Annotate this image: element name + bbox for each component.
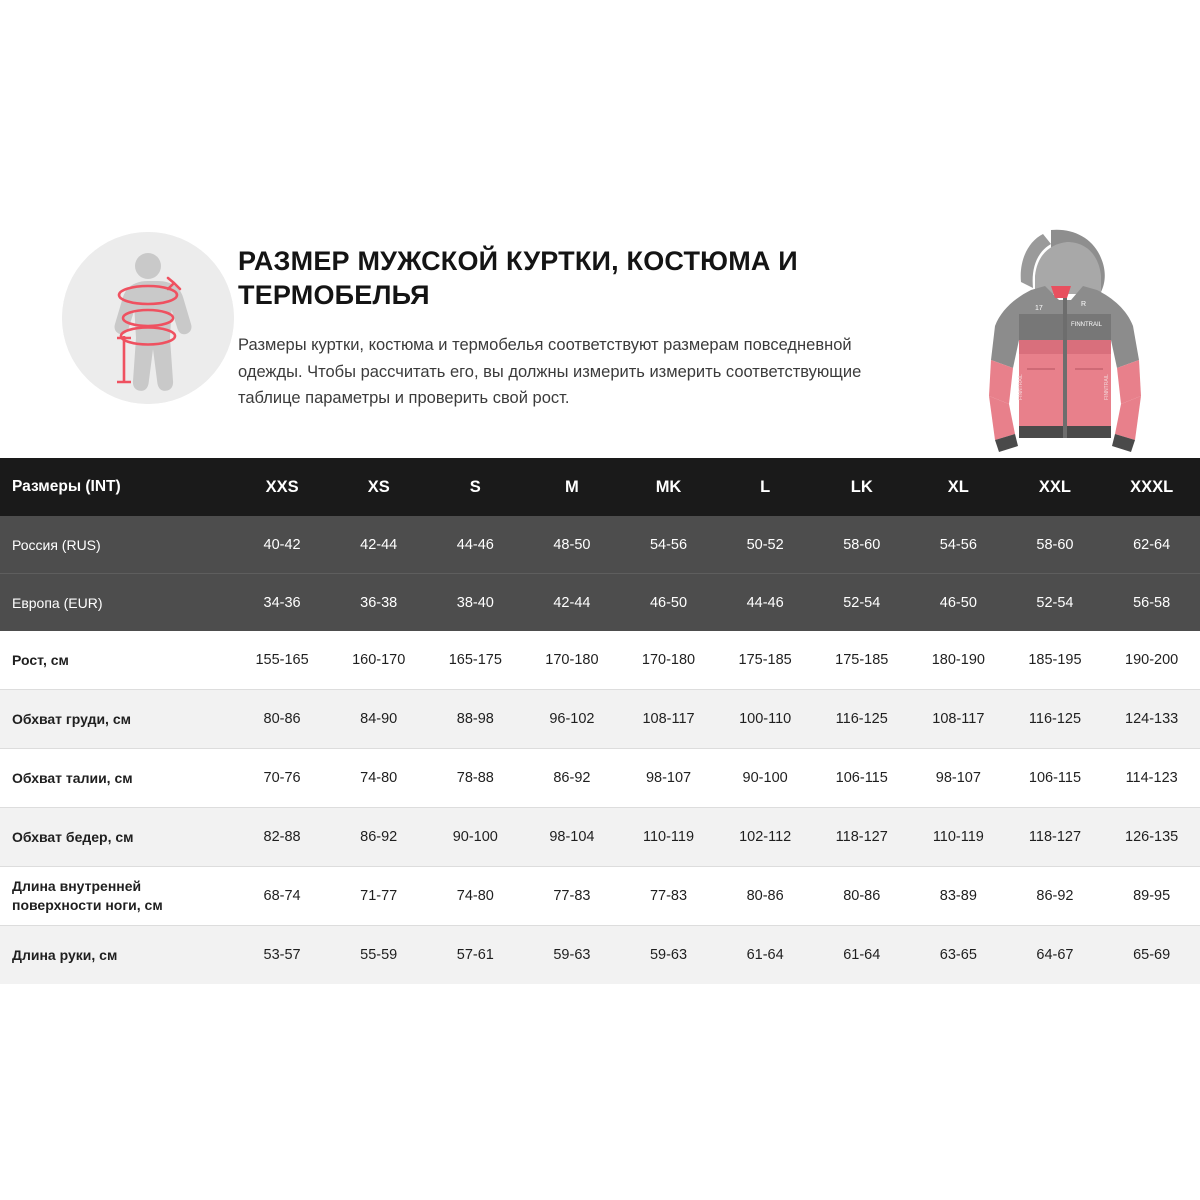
cell: 58-60 [813, 516, 910, 574]
table-row [0, 690, 1200, 749]
cell: 80-86 [717, 867, 814, 926]
table-row [0, 574, 1200, 632]
cell: 90-100 [427, 808, 524, 867]
table-header-size-7: XL [947, 477, 969, 496]
table-row [0, 631, 1200, 690]
cell: 52-54 [1036, 594, 1074, 611]
svg-text:FINNTRAIL: FINNTRAIL [1071, 322, 1103, 328]
cell: 46-50 [939, 594, 977, 611]
table-row [0, 749, 1200, 808]
cell: 40-42 [234, 516, 331, 574]
cell: 56-58 [1133, 594, 1171, 611]
cell: 80-86 [234, 690, 331, 749]
cell: 57-61 [456, 947, 494, 963]
cell: 59-63 [553, 947, 591, 963]
row-label-eur: Европа (EUR) [12, 594, 103, 611]
cell: 54-56 [620, 516, 717, 574]
cell: 53-57 [263, 947, 301, 963]
page-title: РАЗМЕР МУЖСКОЙ КУРТКИ, КОСТЮМА И ТЕРМОБЕЛЬЯ [238, 246, 798, 311]
cell: 52-54 [843, 594, 881, 611]
table-header-size-3: M [565, 477, 579, 496]
cell: 180-190 [910, 631, 1007, 690]
cell: 118-127 [1007, 808, 1104, 867]
table-header-size-2: S [469, 477, 481, 496]
cell: 108-117 [910, 690, 1007, 749]
table-header-size-5: L [760, 477, 771, 496]
cell: 83-89 [910, 867, 1007, 926]
cell: 58-60 [1007, 516, 1104, 574]
cell: 50-52 [717, 516, 814, 574]
cell: 165-175 [427, 631, 524, 690]
cell: 98-107 [910, 749, 1007, 808]
cell: 55-59 [360, 947, 398, 963]
body-measure-icon [62, 232, 234, 404]
cell: 170-180 [524, 631, 621, 690]
cell: 65-69 [1133, 947, 1171, 963]
cell: 74-80 [427, 867, 524, 926]
table-header-size-1: XS [367, 477, 390, 496]
cell: 98-107 [620, 749, 717, 808]
cell: 62-64 [1103, 516, 1200, 574]
table-row [0, 516, 1200, 574]
table-row [0, 926, 1200, 985]
cell: 102-112 [717, 808, 814, 867]
cell: 175-185 [717, 631, 814, 690]
cell: 78-88 [427, 749, 524, 808]
cell: 82-88 [234, 808, 331, 867]
cell: 48-50 [524, 516, 621, 574]
cell: 175-185 [813, 631, 910, 690]
cell: 124-133 [1103, 690, 1200, 749]
cell: 118-127 [813, 808, 910, 867]
cell: 77-83 [524, 867, 621, 926]
cell: 70-76 [234, 749, 331, 808]
table-header-size-4: MK [655, 477, 682, 496]
header-section [0, 0, 1200, 458]
cell: 86-92 [1007, 867, 1104, 926]
cell: 63-65 [939, 947, 977, 963]
size-table [0, 458, 1200, 984]
cell: 88-98 [427, 690, 524, 749]
jacket-photo [975, 228, 1155, 456]
cell: 84-90 [330, 690, 427, 749]
table-header-size-8: XXL [1038, 477, 1071, 496]
cell: 68-74 [234, 867, 331, 926]
row-label-hips: Обхват бедер, см [0, 808, 234, 867]
cell: 86-92 [524, 749, 621, 808]
cell: 61-64 [843, 947, 881, 963]
table-header-size-0: XXS [265, 477, 299, 496]
svg-text:17: 17 [1035, 305, 1043, 312]
cell: 54-56 [910, 516, 1007, 574]
size-table-container [0, 458, 1200, 984]
cell: 36-38 [360, 594, 398, 611]
cell: 34-36 [263, 594, 301, 611]
row-label-waist: Обхват талии, см [0, 749, 234, 808]
cell: 96-102 [524, 690, 621, 749]
page-description: Размеры куртки, костюма и термобелья соответствуют размерам повседневной одежды. Чтобы рассчитать его, вы должны измерить измерить соответствующие таблице параметры и проверить свой рост. [238, 336, 862, 408]
cell: 116-125 [813, 690, 910, 749]
cell: 106-115 [813, 749, 910, 808]
cell: 80-86 [813, 867, 910, 926]
cell: 74-80 [330, 749, 427, 808]
row-label-arm: Длина руки, см [12, 946, 118, 963]
table-header-size-9: XXXL [1130, 477, 1174, 496]
cell: 106-115 [1007, 749, 1104, 808]
cell: 44-46 [746, 594, 784, 611]
row-label-rus: Россия (RUS) [0, 516, 234, 574]
cell: 170-180 [620, 631, 717, 690]
cell: 71-77 [330, 867, 427, 926]
table-header-row [0, 458, 1200, 516]
cell: 44-46 [427, 516, 524, 574]
table-row [0, 808, 1200, 867]
cell: 98-104 [524, 808, 621, 867]
cell: 46-50 [649, 594, 688, 611]
cell: 155-165 [234, 631, 331, 690]
cell: 89-95 [1103, 867, 1200, 926]
cell: 38-40 [456, 594, 494, 611]
cell: 100-110 [717, 690, 814, 749]
table-header-size-6: LK [850, 477, 873, 496]
cell: 185-195 [1007, 631, 1104, 690]
table-header-label: Размеры (INT) [12, 478, 121, 495]
cell: 77-83 [620, 867, 717, 926]
header-text-block [238, 244, 918, 412]
cell: 110-119 [910, 808, 1007, 867]
cell: 110-119 [620, 808, 717, 867]
cell: 59-63 [649, 947, 688, 963]
cell: 42-44 [330, 516, 427, 574]
svg-text:FINNTRAIL: FINNTRAIL [1104, 374, 1110, 400]
cell: 126-135 [1103, 808, 1200, 867]
cell: 86-92 [330, 808, 427, 867]
cell: 61-64 [746, 947, 784, 963]
cell: 108-117 [620, 690, 717, 749]
svg-text:R: R [1081, 301, 1087, 308]
table-row [0, 867, 1200, 926]
row-label-height: Рост, см [0, 631, 234, 690]
cell: 160-170 [330, 631, 427, 690]
cell: 116-125 [1007, 690, 1104, 749]
cell: 90-100 [717, 749, 814, 808]
row-label-inseam: Длина внутренней поверхности ноги, см [0, 867, 234, 926]
cell: 64-67 [1036, 947, 1074, 963]
cell: 42-44 [553, 594, 591, 611]
row-label-chest: Обхват груди, см [0, 690, 234, 749]
svg-text:FINNTRAIL: FINNTRAIL [1018, 374, 1024, 400]
cell: 190-200 [1103, 631, 1200, 690]
cell: 114-123 [1103, 749, 1200, 808]
